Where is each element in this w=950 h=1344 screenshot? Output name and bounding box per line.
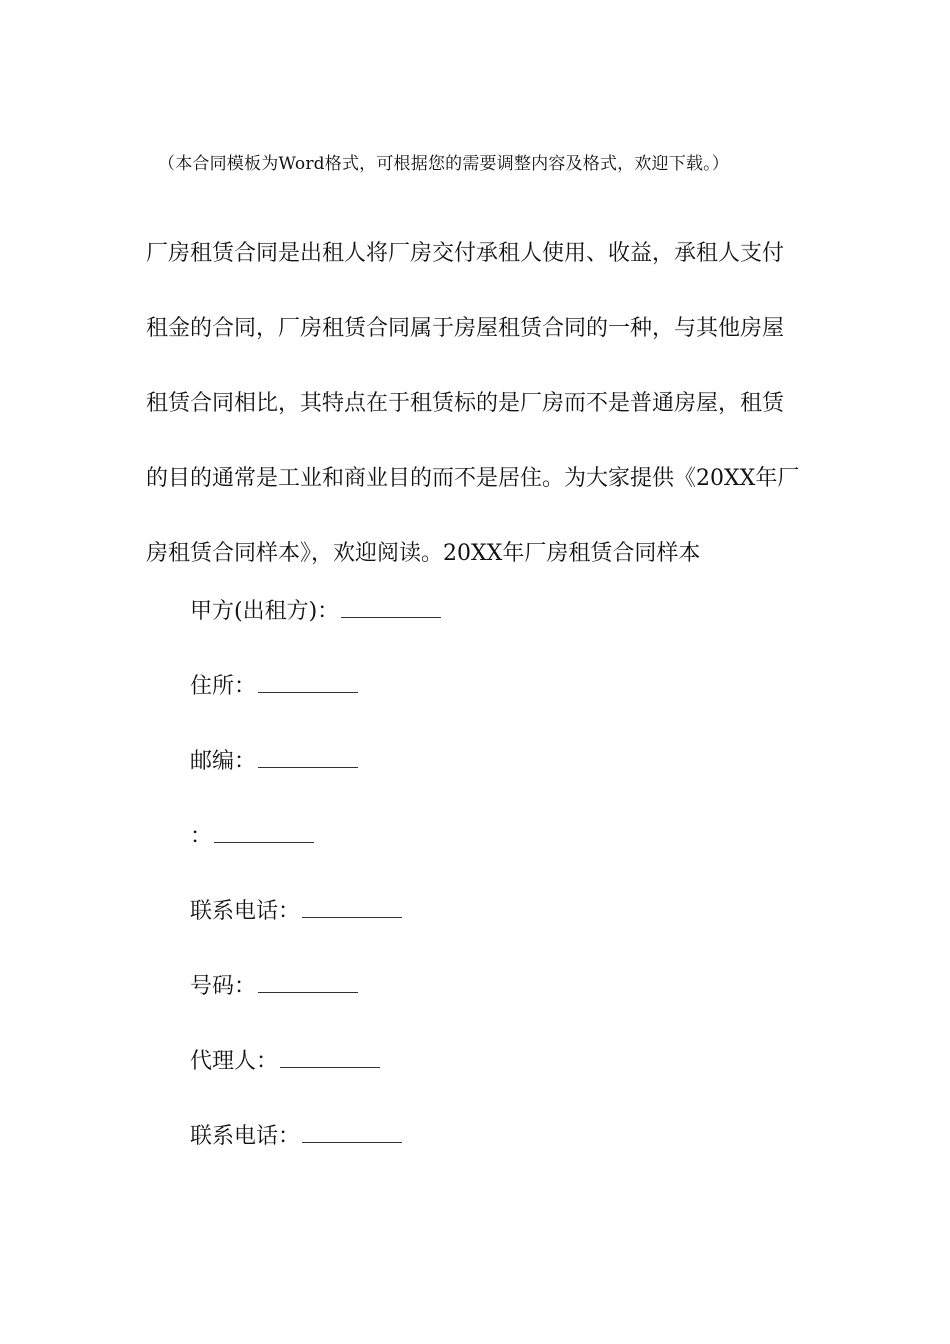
field-label: 联系电话： [190, 899, 301, 924]
field-phone [190, 890, 750, 965]
field-label: 号码： [190, 974, 257, 999]
field-party-a [190, 590, 750, 665]
blank-line [258, 966, 358, 993]
blank-line [302, 1116, 402, 1143]
intro-line: 租金的合同，厂房租赁合同属于房屋租赁合同的一种，与其他房屋 [146, 316, 785, 341]
blank-line [302, 891, 402, 918]
field-label: 代理人： [190, 1049, 279, 1074]
field-label: 联系电话： [190, 1124, 301, 1149]
party-a-fields [190, 590, 750, 1190]
field-postcode [190, 740, 750, 815]
blank-line [214, 816, 314, 843]
field-agent [190, 1040, 750, 1115]
field-label: 邮编： [190, 749, 257, 774]
field-label: ： [190, 824, 213, 849]
blank-line [280, 1041, 380, 1068]
intro-paragraph [146, 216, 800, 591]
field-address [190, 665, 750, 740]
field-label: 住所： [190, 674, 257, 699]
intro-line: 的目的通常是工业和商业目的而不是居住。为大家提供《20XX年厂 [146, 466, 800, 491]
field-unnamed [190, 815, 750, 890]
field-agent-phone [190, 1115, 750, 1190]
template-note: （本合同模板为Word格式，可根据您的需要调整内容及格式，欢迎下载。） [158, 154, 730, 174]
intro-line: 租赁合同相比，其特点在于租赁标的是厂房而不是普通房屋，租赁 [146, 391, 785, 416]
blank-line [258, 666, 358, 693]
blank-line [341, 591, 441, 618]
intro-line: 厂房租赁合同是出租人将厂房交付承租人使用、收益，承租人支付 [146, 241, 785, 266]
blank-line [258, 741, 358, 768]
field-label: 甲方(出租方)： [190, 599, 340, 624]
field-number [190, 965, 750, 1040]
intro-line: 房租赁合同样本》，欢迎阅读。20XX年厂房租赁合同样本 [146, 541, 701, 566]
